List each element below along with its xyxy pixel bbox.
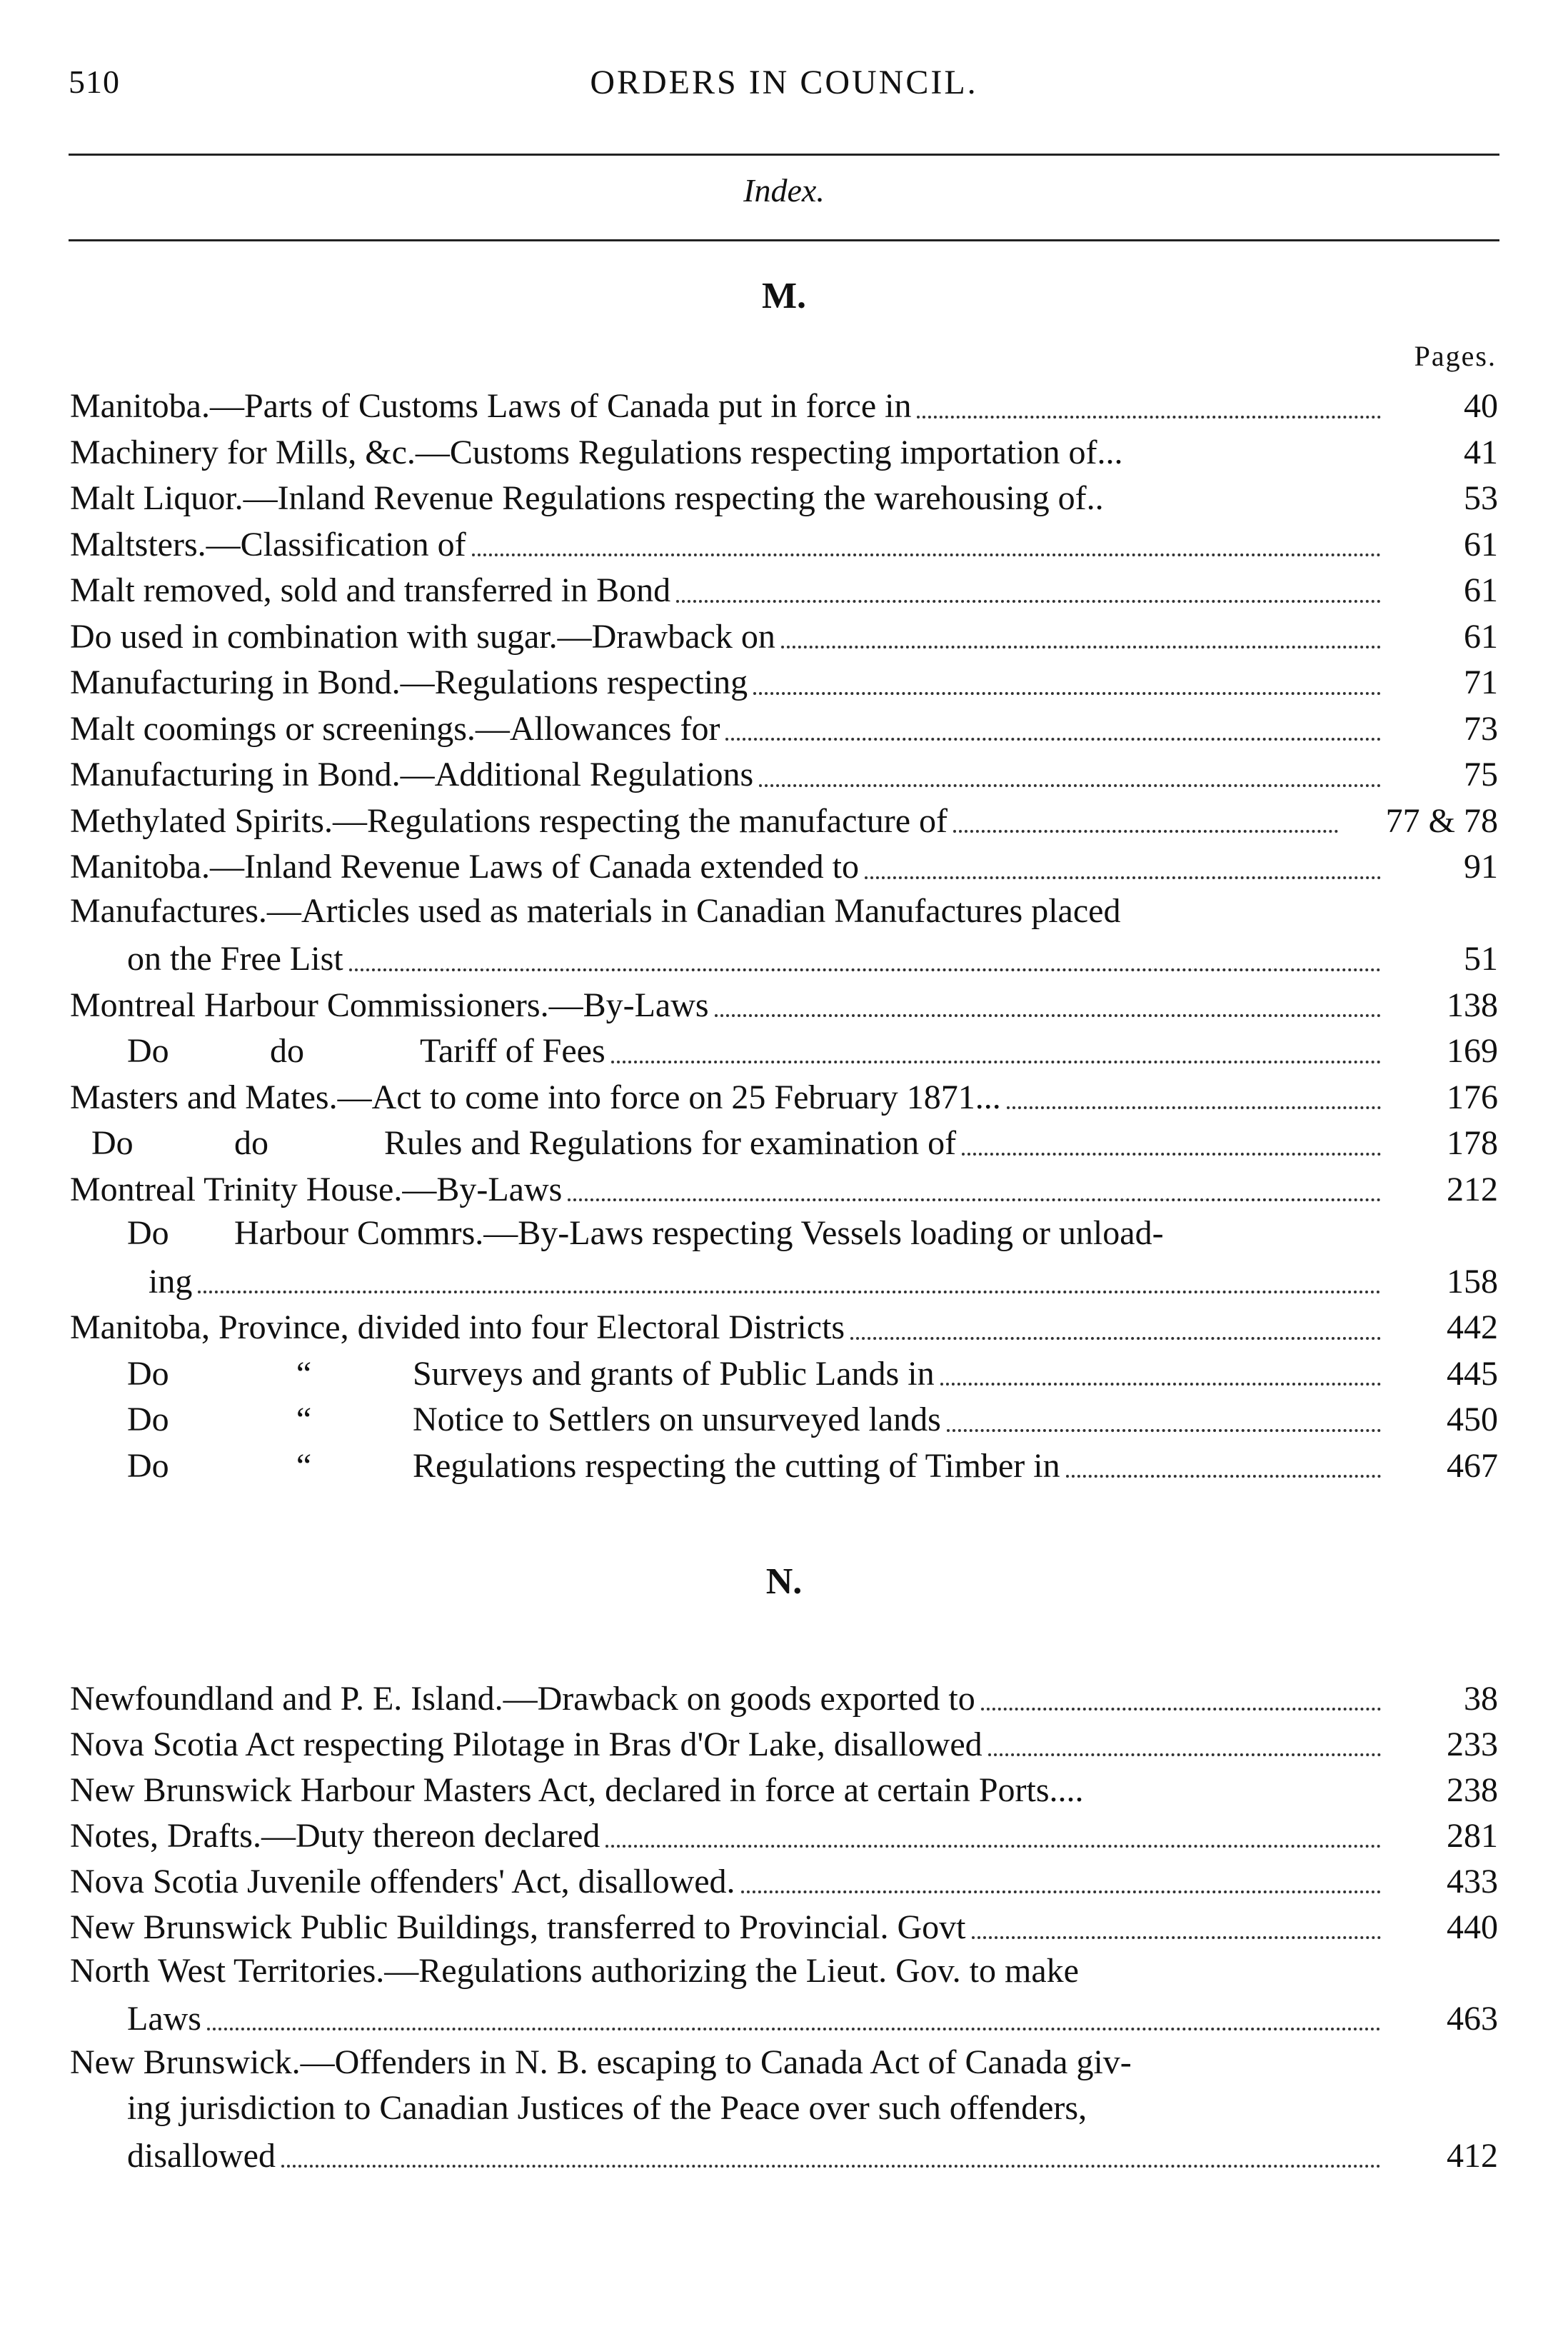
index-entry (70, 1903, 1498, 1949)
entry-page: 442 (1447, 1308, 1498, 1347)
running-head (69, 63, 1499, 127)
dot-leader (198, 1291, 1381, 1293)
entry-page: 61 (1464, 525, 1498, 564)
index-entry (70, 1350, 1498, 1396)
entry-page: 38 (1464, 1679, 1498, 1718)
dot-leader (865, 876, 1381, 879)
entry-text: Methylated Spirits.—Regulations respecting the manufacture of (70, 801, 948, 840)
index-entry (70, 1166, 1498, 1212)
dot-leader (1066, 1475, 1381, 1478)
entry-continuation: ing (149, 1262, 193, 1301)
dot-leader (715, 1014, 1381, 1017)
dot-leader (676, 600, 1381, 603)
section-label: Index. (743, 172, 825, 209)
letter-heading-m: M. (761, 276, 807, 316)
entry-ditto-sub: “ (296, 1401, 312, 1439)
entry-ditto: Do (127, 1401, 169, 1439)
index-entry (70, 935, 1498, 981)
index-entry (70, 797, 1498, 843)
entry-text: New Brunswick Harbour Masters Act, declared in force at certain Ports.... (70, 1770, 1084, 1809)
entry-text: Regulations respecting the cutting of Timber in (413, 1446, 1060, 1485)
entry-page: 463 (1447, 1999, 1498, 2038)
index-entry (70, 705, 1498, 751)
entry-page: 40 (1464, 387, 1498, 426)
entry-page: 212 (1447, 1170, 1498, 1208)
entry-ditto-group (70, 1211, 1498, 1258)
entry-text: Nova Scotia Act respecting Pilotage in Bras d'Or Lake, disallowed (70, 1725, 982, 1763)
entry-text: Rules and Regulations for examination of (384, 1124, 957, 1163)
dot-leader (281, 2165, 1381, 2168)
index-entry (70, 1995, 1498, 2040)
dot-leader (1128, 461, 1381, 464)
entry-ditto: Do (127, 1354, 169, 1393)
dot-leader (207, 2028, 1381, 2030)
entry-page: 433 (1447, 1862, 1498, 1900)
bottom-rule (69, 239, 1499, 241)
entry-text: Notice to Settlers on unsurveyed lands (413, 1401, 941, 1439)
dot-leader (741, 1890, 1381, 1893)
entry-text: Montreal Harbour Commissioners.—By-Laws (70, 986, 709, 1024)
entry-text: Manufactures.—Articles used as materials in Canadian Manufactures placed (70, 891, 1121, 930)
dot-leader (850, 1337, 1381, 1340)
index-entry (70, 613, 1498, 659)
entry-text: Surveys and grants of Public Lands in (413, 1354, 935, 1393)
index-entry (70, 1258, 1498, 1304)
entry-page: 281 (1447, 1816, 1498, 1855)
index-entry (70, 751, 1498, 797)
entry-page: 412 (1447, 2136, 1498, 2175)
entry-ditto-group (70, 1029, 605, 1073)
index-entry (70, 1766, 1498, 1812)
dot-leader (753, 692, 1381, 695)
entry-ditto: Do (127, 1214, 169, 1252)
page-number: 510 (69, 64, 120, 100)
index-entry (70, 1073, 1498, 1120)
entry-text: Tariff of Fees (420, 1032, 605, 1071)
entry-page: 61 (1464, 617, 1498, 656)
entry-text: Do used in combination with sugar.—Drawback on (70, 617, 775, 656)
entry-text: Nova Scotia Juvenile offenders' Act, disallowed. (70, 1862, 735, 1900)
entry-continuation: Laws (127, 1999, 201, 2038)
dot-leader (1110, 508, 1381, 511)
letter-heading-n: N. (765, 1561, 803, 1602)
dot-leader (953, 830, 1338, 833)
dot-leader (1007, 1106, 1381, 1109)
entry-page: 158 (1447, 1262, 1498, 1301)
entry-ditto-group (70, 1121, 956, 1165)
entry-text: Malt Liquor.—Inland Revenue Regulations respecting the warehousing of.. (70, 479, 1104, 518)
entry-ditto-sub: do (270, 1032, 304, 1071)
dot-leader (940, 1383, 1381, 1386)
entry-page: 440 (1447, 1908, 1498, 1946)
index-entry (70, 1027, 1498, 1073)
entry-page: 450 (1447, 1401, 1498, 1439)
index-entry (70, 474, 1498, 521)
entry-page: 138 (1447, 986, 1498, 1024)
entry-ditto: Do (91, 1124, 134, 1163)
entry-page: 71 (1464, 663, 1498, 702)
entry-continuation: on the Free List (127, 940, 343, 978)
index-entry (70, 1675, 1498, 1721)
entry-page: 169 (1447, 1032, 1498, 1071)
index-entry (70, 429, 1498, 475)
index-entry (70, 658, 1498, 705)
dot-leader (962, 1153, 1381, 1156)
entry-page: 467 (1447, 1446, 1498, 1485)
dot-leader (981, 1708, 1381, 1711)
entry-text: Maltsters.—Classification of (70, 525, 466, 564)
running-title: ORDERS IN COUNCIL. (590, 64, 978, 101)
index-entry (70, 521, 1498, 567)
index-entry (70, 2132, 1498, 2178)
entry-page: 51 (1464, 940, 1498, 978)
entry-ditto-group (70, 1398, 941, 1441)
entry-text: Manufacturing in Bond.—Regulations respecting (70, 663, 748, 702)
entry-ditto-group (70, 1352, 935, 1396)
entry-ditto-sub: “ (296, 1446, 312, 1485)
entry-ditto: Do (127, 1446, 169, 1485)
entry-text: Masters and Mates.—Act to come into force on 25 February 1871... (70, 1078, 1001, 1116)
entry-ditto: Do (127, 1032, 169, 1071)
index-entry (70, 1858, 1498, 1903)
index-entry (70, 981, 1498, 1028)
dot-leader (947, 1429, 1381, 1432)
entry-page: 91 (1464, 848, 1498, 886)
entry-page: 61 (1464, 571, 1498, 610)
pages-column-header: Pages. (1414, 340, 1497, 372)
entry-text: Malt removed, sold and transferred in Bond (70, 571, 671, 610)
index-entry (70, 382, 1498, 429)
entry-page: 75 (1464, 756, 1498, 794)
entry-ditto-sub: do (234, 1124, 268, 1163)
entry-text: Manitoba.—Parts of Customs Laws of Canada put in force in (70, 387, 912, 426)
top-rule (69, 154, 1499, 156)
entry-text: Manitoba, Province, divided into four Electoral Districts (70, 1308, 845, 1347)
dot-leader (988, 1753, 1381, 1756)
dot-leader (1090, 1799, 1381, 1802)
entry-page: 233 (1447, 1725, 1498, 1763)
dot-leader (605, 1845, 1381, 1848)
entry-page: 73 (1464, 709, 1498, 748)
entry-page: 176 (1447, 1078, 1498, 1116)
entry-text: New Brunswick.—Offenders in N. B. escaping to Canada Act of Canada giv- (70, 2043, 1132, 2081)
entry-text: Machinery for Mills, &c.—Customs Regulations respecting importation of... (70, 433, 1123, 471)
dot-leader (472, 554, 1381, 556)
dot-leader (781, 646, 1381, 648)
entry-page: 238 (1447, 1770, 1498, 1809)
entry-ditto-sub: “ (296, 1354, 312, 1393)
dot-leader (611, 1061, 1381, 1063)
entry-page: 77 & 78 (1385, 801, 1498, 840)
entry-text: Notes, Drafts.—Duty thereon declared (70, 1816, 600, 1855)
index-entry (70, 1396, 1498, 1442)
entry-text: Newfoundland and P. E. Island.—Drawback on goods exported to (70, 1679, 975, 1718)
entry-text: Manufacturing in Bond.—Additional Regulations (70, 756, 754, 794)
entry-page: 445 (1447, 1354, 1498, 1393)
entry-ditto-group (70, 1444, 1060, 1488)
dot-leader (917, 416, 1381, 419)
entry-text: Harbour Commrs.—By-Laws respecting Vessels loading or unload- (234, 1214, 1164, 1252)
index-entry (70, 1812, 1498, 1858)
entry-page: 53 (1464, 479, 1498, 518)
entry-text: Malt coomings or screenings.—Allowances for (70, 709, 720, 748)
index-entry (70, 1442, 1498, 1488)
entry-text: North West Territories.—Regulations authorizing the Lieut. Gov. to make (70, 1952, 1079, 1990)
index-entry (70, 1303, 1498, 1350)
entry-text: New Brunswick Public Buildings, transferred to Provincial. Govt (70, 1908, 966, 1946)
dot-leader (972, 1936, 1382, 1939)
index-entry (70, 1721, 1498, 1766)
entry-text: Manitoba.—Inland Revenue Laws of Canada extended to (70, 848, 859, 886)
index-list-n (70, 1675, 1498, 2178)
dot-leader (568, 1198, 1381, 1201)
entry-page: 41 (1464, 433, 1498, 471)
entry-text: Montreal Trinity House.—By-Laws (70, 1170, 563, 1208)
dot-leader (725, 738, 1381, 741)
index-entry (70, 566, 1498, 613)
entry-page: 178 (1447, 1124, 1498, 1163)
index-entry (70, 843, 1498, 889)
index-list-m (70, 382, 1498, 1488)
dot-leader (349, 968, 1381, 971)
entry-continuation: disallowed (127, 2136, 276, 2175)
entry-continuation: ing jurisdiction to Canadian Justices of the Peace over such offenders, (127, 2089, 1087, 2127)
index-entry (70, 1119, 1498, 1166)
dot-leader (759, 784, 1381, 787)
